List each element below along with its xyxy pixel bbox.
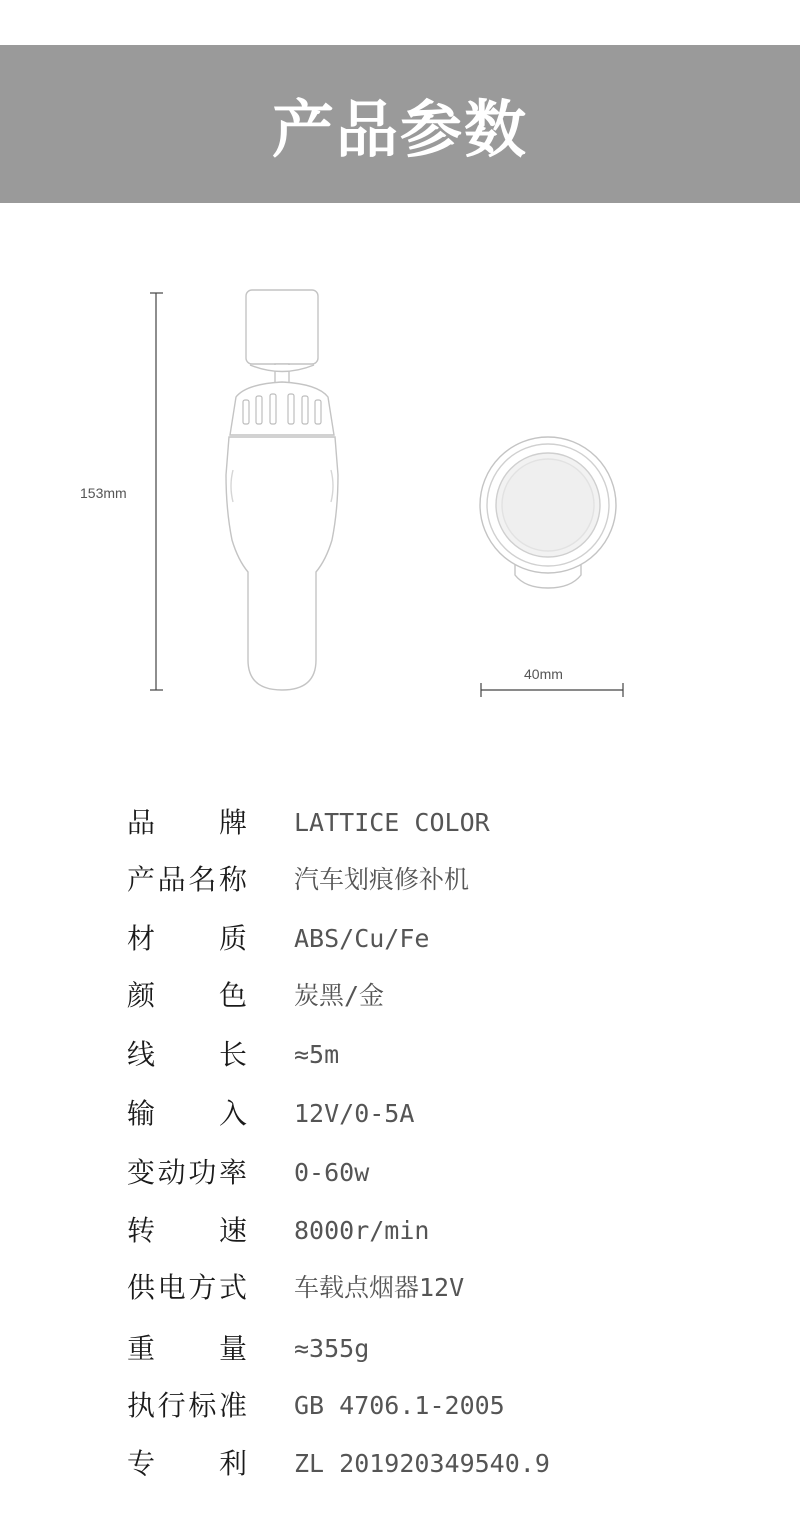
spec-row-cable-length [0,1035,800,1075]
product-sketch [0,260,800,730]
spec-value: 车载点烟器12V [294,1273,465,1302]
header-banner [0,45,800,203]
width-dimension-line [481,683,623,697]
spec-value: 8000r/min [294,1216,430,1245]
spec-row-patent [0,1444,800,1484]
spec-row-input [0,1094,800,1134]
spec-row-product-name [0,860,800,900]
spec-value: ≈5m [294,1040,340,1069]
spec-row-brand [0,803,800,843]
spec-label: 重量 [127,1332,247,1365]
product-dimension-diagram [0,260,800,730]
spec-value: GB 4706.1-2005 [294,1391,505,1420]
spec-label: 材质 [127,922,247,955]
spec-row-power-supply [0,1268,800,1308]
spec-label: 专利 [127,1447,247,1480]
height-dimension-line [150,293,163,690]
height-label: 153mm [80,485,127,501]
spec-row-weight [0,1329,800,1369]
spec-label: 颜色 [127,979,247,1012]
spec-row-color [0,976,800,1016]
spec-label: 品牌 [127,806,247,839]
spec-value: 汽车划痕修补机 [294,865,470,894]
spec-label: 变动功率 [127,1156,247,1189]
spec-value: 炭黑/金 [294,981,385,1010]
spec-row-material [0,919,800,959]
spec-label: 线长 [127,1038,247,1071]
spec-value: 0-60w [294,1158,370,1187]
spec-value: LATTICE COLOR [294,808,490,837]
spec-row-speed [0,1211,800,1251]
width-label: 40mm [524,666,563,682]
spec-label: 产品名称 [127,863,247,896]
page-title: 产品参数 [271,92,528,166]
spec-label: 输入 [127,1097,247,1130]
spec-row-standard [0,1386,800,1426]
spec-value: 12V/0-5A [294,1099,415,1128]
spec-value: ≈355g [294,1334,370,1363]
spec-label: 执行标准 [127,1389,247,1422]
device-top-view [480,437,616,588]
device-side-view [226,290,338,690]
spec-label: 供电方式 [127,1271,247,1304]
spec-value: ABS/Cu/Fe [294,924,430,953]
spec-value: ZL 201920349540.9 [294,1449,550,1478]
spec-row-power [0,1153,800,1193]
spec-label: 转速 [127,1214,247,1247]
